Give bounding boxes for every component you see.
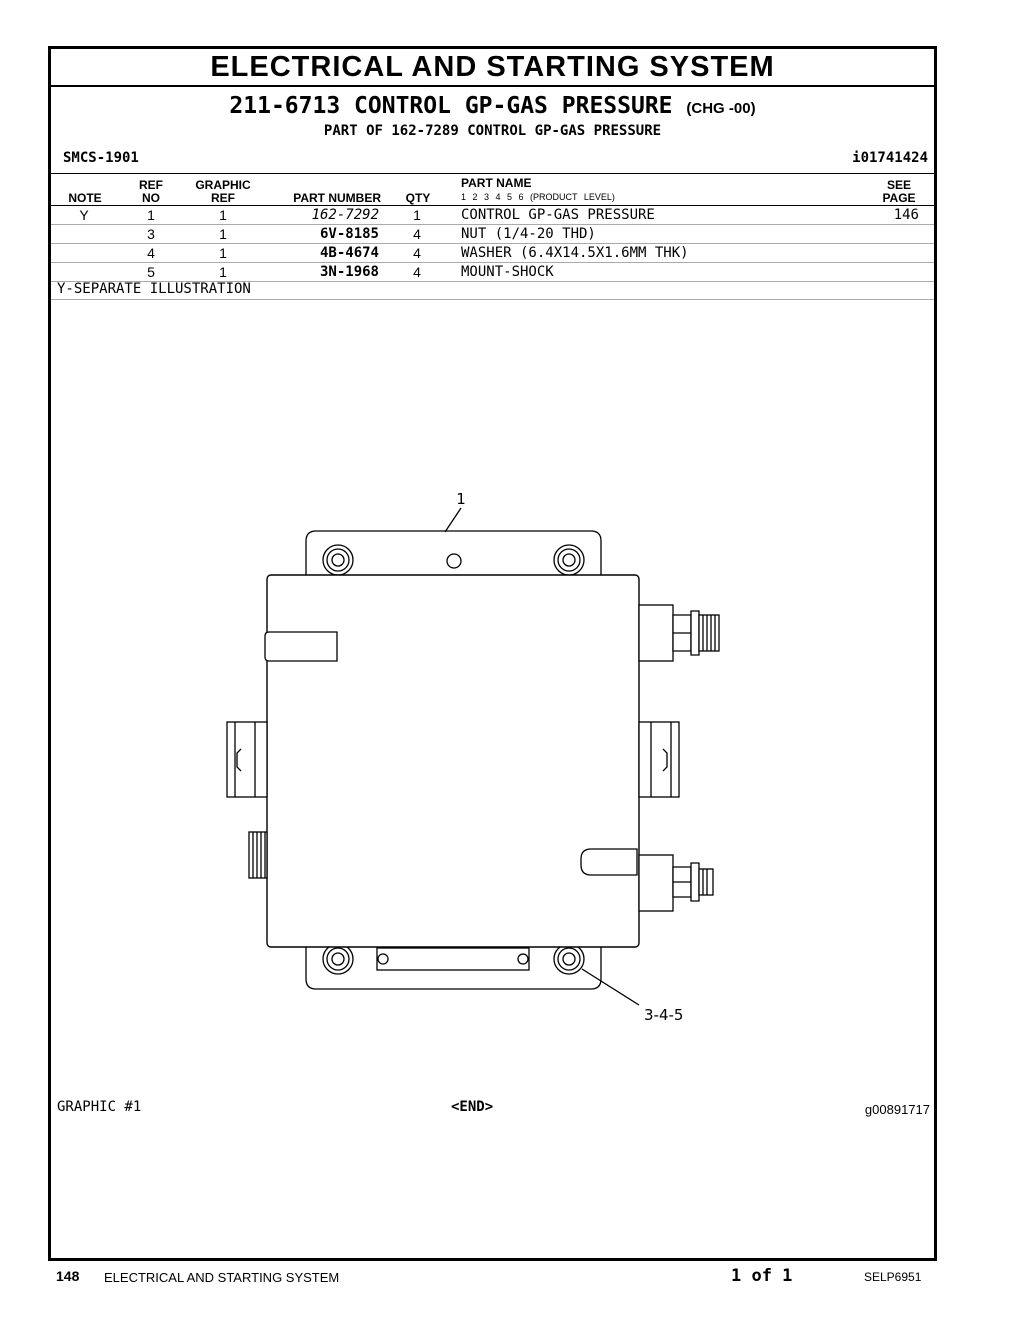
row-ref: 1: [147, 207, 155, 223]
row-part-name: NUT (1/4-20 THD): [461, 226, 596, 242]
header-qty: QTY: [405, 191, 431, 205]
section-title: ELECTRICAL AND STARTING SYSTEM: [210, 51, 775, 83]
row-part-name: CONTROL GP-GAS PRESSURE: [461, 207, 655, 223]
graphic-label: GRAPHIC #1: [57, 1099, 142, 1115]
row-qty: 1: [413, 207, 421, 223]
end-marker: <END>: [451, 1099, 494, 1115]
row-ref: 3: [147, 226, 155, 242]
row-part-number: 162-7292: [311, 207, 379, 223]
footer-page-of: 1 of 1: [731, 1266, 793, 1286]
row-ref: 5: [147, 264, 155, 280]
row-graphic-ref: 1: [219, 245, 227, 261]
row-qty: 4: [413, 226, 421, 242]
header-ref-top: REF: [139, 178, 163, 192]
row-part-name: WASHER (6.4X14.5X1.6MM THK): [461, 245, 689, 261]
group-title-text: 211-6713 CONTROL GP-GAS PRESSURE: [229, 93, 673, 119]
row-graphic-ref: 1: [219, 207, 227, 223]
row-qty: 4: [413, 245, 421, 261]
header-see-top: SEE: [886, 178, 911, 192]
ident-code: i01741424: [852, 150, 928, 166]
smcs-code: SMCS-1901: [63, 150, 139, 166]
part-of-line: PART OF 162-7289 CONTROL GP-GAS PRESSURE: [323, 123, 662, 139]
header-ref-bottom: NO: [142, 191, 160, 205]
enclosure-body: [267, 575, 639, 947]
header-part-name: PART NAME: [461, 176, 532, 190]
row-graphic-ref: 1: [219, 226, 227, 242]
row-see-page: 146: [893, 207, 919, 223]
header-note: NOTE: [68, 191, 102, 205]
table-footnote: Y-SEPARATE ILLUSTRATION: [57, 281, 251, 297]
row-qty: 4: [413, 264, 421, 280]
footer-page-number: 148: [56, 1268, 80, 1284]
graphic-number: g00891717: [864, 1102, 930, 1117]
header-graphic-top: GRAPHIC: [195, 178, 251, 192]
row-ref: 4: [147, 245, 155, 261]
footer-section: ELECTRICAL AND STARTING SYSTEM: [104, 1270, 340, 1285]
header-graphic-bottom: REF: [211, 191, 235, 205]
row-note: Y: [79, 207, 89, 223]
parts-illustration: [51, 49, 934, 1258]
header-see-bottom: PAGE: [882, 191, 916, 205]
callout-main: 1: [456, 490, 466, 508]
row-part-number: 3N-1968: [319, 264, 379, 280]
change-level: (CHG -00): [686, 100, 756, 117]
row-part-number: 6V-8185: [319, 226, 379, 242]
page-frame: [48, 46, 937, 1261]
header-product-levels: 1 2 3 4 5 6 (PRODUCT LEVEL): [461, 192, 615, 202]
row-part-name: MOUNT-SHOCK: [461, 264, 554, 280]
footer-document: SELP6951: [864, 1270, 922, 1284]
callout-fasteners: 3-4-5: [644, 1006, 684, 1024]
row-graphic-ref: 1: [219, 264, 227, 280]
header-part-number: PART NUMBER: [293, 191, 381, 205]
row-part-number: 4B-4674: [319, 245, 379, 261]
